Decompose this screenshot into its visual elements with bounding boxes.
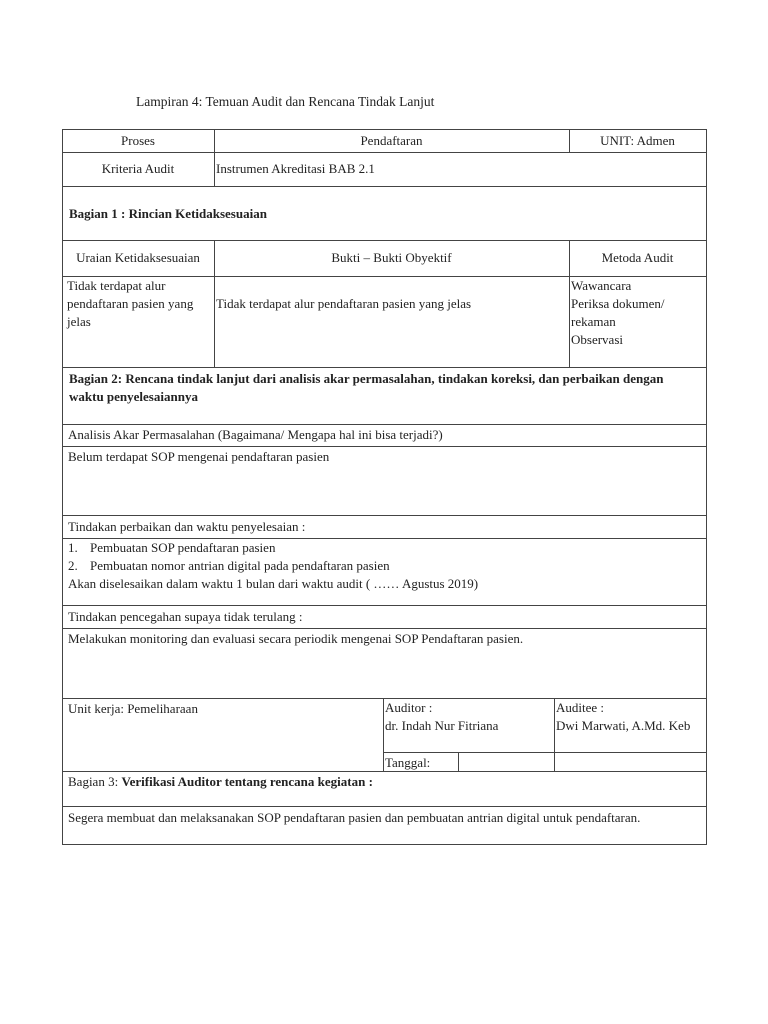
tindakan-note: Akan diselesaikan dalam waktu 1 bulan dari waktu audit ( …… Agustus 2019) [68, 576, 479, 591]
analisis-label: Analisis Akar Permasalahan (Bagaimana/ Mengapa hal ini bisa terjadi?) [68, 427, 443, 442]
metoda-item: Observasi [571, 332, 623, 347]
col-uraian-header: Uraian Ketidaksesuaian [76, 250, 200, 265]
metoda-item: Wawancara [571, 278, 632, 293]
bukti-value: Tidak terdapat alur pendaftaran pasien yang jelas [216, 296, 472, 311]
col-metoda-header: Metoda Audit [601, 250, 674, 265]
page-title: Lampiran 4: Temuan Audit dan Rencana Tindak Lanjut [136, 94, 435, 109]
bagian1-title: Bagian 1 : Rincian Ketidaksesuaian [69, 206, 267, 221]
tindakan-block [68, 539, 698, 593]
proses-label: Proses [121, 132, 155, 148]
bagian3-prefix: Bagian 3: [68, 774, 119, 789]
auditee-label: Auditee : [556, 700, 605, 715]
proses-value: Pendaftaran [360, 132, 423, 148]
tindakan-list [68, 539, 698, 575]
tanggal-label: Tanggal: [385, 755, 431, 770]
unit-kerja: Unit kerja: Pemeliharaan [68, 701, 198, 716]
bagian3-heading [68, 773, 698, 791]
auditee-name: Dwi Marwati, A.Md. Keb [556, 718, 691, 733]
col-bukti-header: Bukti – Bukti Obyektif [331, 250, 452, 265]
kriteria-label: Kriteria Audit [101, 161, 175, 176]
pencegahan-value: Melakukan monitoring dan evaluasi secara periodik mengenai SOP Pendaftaran pasien. [68, 631, 524, 646]
metoda-item: Periksa dokumen/ rekaman [571, 296, 665, 329]
auditor-label: Auditor : [385, 700, 433, 715]
unit-value: UNIT: Admen [600, 132, 675, 148]
bagian2-title: Bagian 2: Rencana tindak lanjut dari analisis akar permasalahan, tindakan koreksi, dan perbaikan dengan waktu penyelesaiannya [69, 371, 664, 404]
tindakan-label: Tindakan perbaikan dan waktu penyelesaian : [68, 519, 306, 534]
auditor-block [385, 699, 551, 735]
kriteria-value: Instrumen Akreditasi BAB 2.1 [216, 161, 375, 176]
pencegahan-label: Tindakan pencegahan supaya tidak terulang : [68, 609, 303, 624]
uraian-value: Tidak terdapat alur pendaftaran pasien yang jelas [67, 278, 194, 329]
bagian3-title: Verifikasi Auditor tentang rencana kegiatan : [121, 774, 373, 789]
list-item: 2. Pembuatan nomor antrian digital pada pendaftaran pasien [68, 558, 390, 573]
metoda-list [571, 277, 703, 349]
auditee-block [556, 699, 704, 735]
analisis-value: Belum terdapat SOP mengenai pendaftaran pasien [68, 449, 330, 464]
list-item: 1. Pembuatan SOP pendaftaran pasien [68, 540, 276, 555]
bagian3-value: Segera membuat dan melaksanakan SOP pendaftaran pasien dan pembuatan antrian digital untuk pendaftaran. [68, 810, 641, 825]
auditor-name: dr. Indah Nur Fitriana [385, 718, 499, 733]
